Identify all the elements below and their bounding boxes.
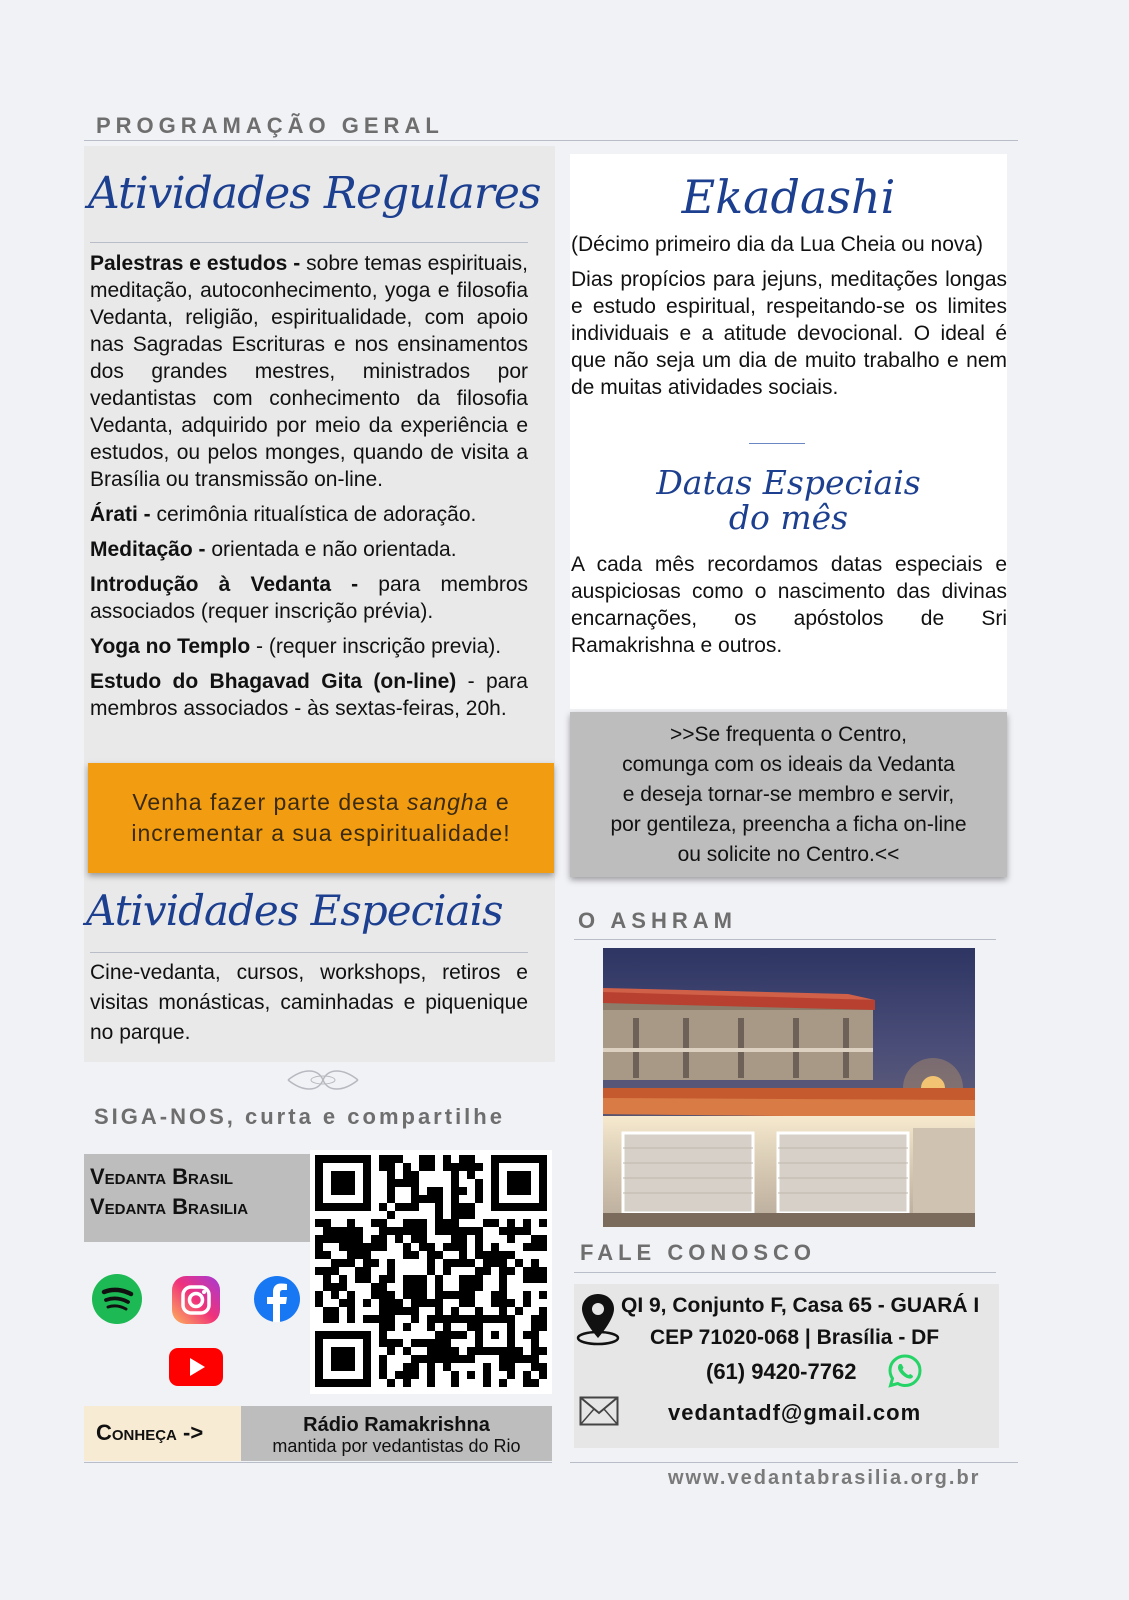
ekadashi-subtitle: (Décimo primeiro dia da Lua Cheia ou nova): [571, 233, 984, 256]
special-activities-text: Cine-vedanta, cursos, workshops, retiros e visitas monásticas, caminhadas e piquenique no parque.: [90, 961, 528, 1044]
left-bottom-rule: [84, 1462, 552, 1463]
radio-title: Rádio Ramakrishna: [303, 1414, 490, 1436]
activity-item: [90, 571, 528, 625]
membership-line: por gentileza, preencha a ficha on-line: [610, 813, 967, 836]
activity-item: [90, 250, 528, 493]
contact-rule: [574, 1272, 996, 1273]
social-name-1[interactable]: Vedanta Brasil: [90, 1164, 234, 1189]
special-dates-title-line-1: Datas Especiais: [656, 463, 921, 502]
right-bottom-rule: [570, 1462, 1018, 1463]
radio-subtitle: mantida por vedantistas do Rio: [272, 1436, 521, 1456]
special-dates-title-line-2: do mês: [728, 498, 849, 537]
activity-desc: - para membros associados - às sextas-feiras, 20h.: [90, 670, 528, 720]
special-dates-text: A cada mês recordamos datas especiais e auspiciosas como o nascimento das divinas encarnações, os apóstolos de Sri Ramakrishna e outros.: [571, 553, 1007, 657]
special-activities-title: Atividades Especiais: [86, 886, 503, 935]
activity-desc: cerimônia ritualística de adoração.: [150, 503, 477, 526]
ashram-title: O ASHRAM: [578, 908, 737, 933]
email-address[interactable]: vedantadf@gmail.com: [668, 1400, 922, 1425]
whatsapp-icon[interactable]: [887, 1353, 923, 1389]
small-divider: [749, 443, 805, 444]
radio-label-box: [84, 1406, 241, 1461]
activity-item: [90, 668, 528, 722]
join-sangha-banner: [88, 763, 554, 873]
qr-code[interactable]: [310, 1150, 552, 1394]
phone-number[interactable]: (61) 9420-7762: [706, 1359, 857, 1384]
activity-item: [90, 536, 528, 563]
ashram-photo: [603, 948, 975, 1227]
social-names-box: [84, 1154, 310, 1242]
radio-label: Conheça ->: [96, 1420, 204, 1445]
regular-activities-title: Atividades Regulares: [88, 168, 541, 219]
activity-name: Yoga no Templo: [90, 635, 251, 658]
activity-desc: sobre temas espirituais, meditação, autoconhecimento, yoga e filosofia Vedanta, religião, espiritualidade, com apoio nas Sagradas Escrituras e nos ensinamentos dos grandes mestres, ministrados por vedantistas com conhecimento da filosofia Vedanta, adquirido por meio da experiência e estudos, ou pelos monges, quando de visita a Brasília ou transmissão on-line.: [90, 252, 528, 491]
regular-activities-list: [90, 250, 528, 722]
activity-name: Palestras e estudos -: [90, 252, 301, 275]
banner-line-1: Venha fazer parte desta sangha e: [132, 789, 510, 815]
address-line-1: QI 9, Conjunto F, Casa 65 - GUARÁ I: [621, 1294, 980, 1317]
contact-title: FALE CONOSCO: [580, 1240, 817, 1265]
radio-link[interactable]: [241, 1406, 552, 1461]
activity-item: [90, 633, 528, 660]
ekadashi-text: Dias propícios para jejuns, meditações longas e estudo espiritual, respeitando-se os limites individuais e a atitude devocional. O ideal é que não seja um dia de muito trabalho e nem de muitas atividades sociais.: [571, 268, 1007, 399]
membership-line: >>Se frequenta o Centro,: [670, 723, 907, 746]
ashram-rule: [574, 939, 996, 940]
activity-name: Estudo do Bhagavad Gita (on-line): [90, 670, 457, 693]
location-pin-icon: [574, 1290, 622, 1346]
special-dates-title: [570, 465, 1007, 535]
header-rule: [84, 140, 1018, 141]
facebook-icon[interactable]: [254, 1276, 300, 1322]
activity-desc: - (requer inscrição previa).: [250, 635, 502, 658]
follow-title: SIGA-NOS, curta e compartilhe: [94, 1104, 505, 1129]
website-url[interactable]: www.vedantabrasilia.org.br: [668, 1467, 981, 1489]
activity-name: Meditação -: [90, 538, 206, 561]
instagram-icon[interactable]: [172, 1276, 220, 1324]
mail-icon[interactable]: [579, 1396, 619, 1426]
banner-line-2: incrementar a sua espiritualidade!: [131, 820, 511, 846]
activity-desc: orientada e não orientada.: [205, 538, 457, 561]
special-rule: [90, 952, 528, 953]
activity-item: [90, 501, 528, 528]
membership-line: comunga com os ideais da Vedanta: [622, 753, 955, 776]
address-line-2: CEP 71020-068 | Brasília - DF: [650, 1326, 940, 1349]
regular-rule: [90, 242, 528, 243]
spotify-icon[interactable]: [92, 1274, 142, 1324]
membership-line: ou solicite no Centro.<<: [677, 843, 900, 866]
activity-name: Árati -: [90, 503, 151, 526]
page-header: PROGRAMAÇÃO GERAL: [96, 113, 444, 138]
activity-desc: para membros associados (requer inscrição prévia).: [90, 573, 528, 623]
ornament-icon: [283, 1068, 363, 1092]
membership-box: [570, 712, 1007, 877]
social-name-2[interactable]: Vedanta Brasilia: [90, 1194, 249, 1219]
ekadashi-title: Ekadashi: [681, 170, 896, 224]
youtube-icon[interactable]: [169, 1348, 223, 1386]
membership-line: e deseja tornar-se membro e servir,: [622, 783, 955, 806]
activity-name: Introdução à Vedanta -: [90, 573, 359, 596]
